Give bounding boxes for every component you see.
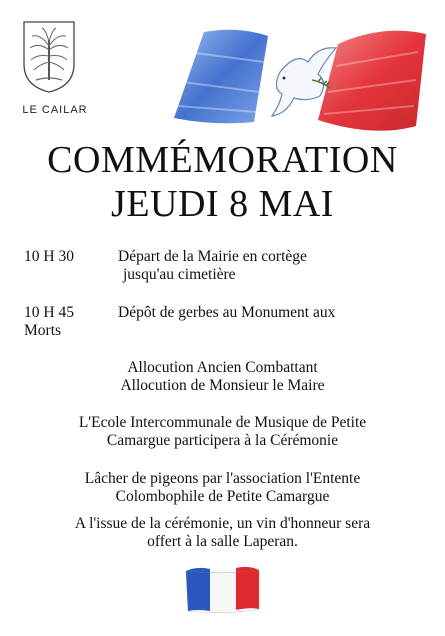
town-name: LE CAILAR — [22, 104, 88, 116]
announcement-reception — [0, 515, 445, 551]
schedule-time: 10 H 30 — [24, 248, 74, 265]
tree-crest-icon — [22, 20, 76, 94]
announcement-line: A l'issue de la cérémonie, un vin d'honneur sera — [74, 515, 371, 532]
schedule-desc-line1: Dépôt de gerbes au Monument aux — [118, 304, 336, 321]
page-title: COMMÉMORATION — [47, 139, 398, 181]
schedule-desc-line2: jusqu'au cimetière — [123, 266, 236, 283]
schedule-item — [24, 304, 424, 340]
announcement-speeches — [0, 359, 445, 395]
announcement-line: Lâcher de pigeons par l'association l'Entente — [84, 470, 361, 487]
event-date: JEUDI 8 MAI — [111, 183, 334, 225]
announcement-line: Camargue participera à la Cérémonie — [106, 432, 339, 449]
announcement-music-school — [0, 414, 445, 450]
schedule-time: 10 H 45 — [24, 304, 74, 321]
announcement-line: Allocution Ancien Combattant — [127, 359, 318, 376]
schedule-desc-line1: Départ de la Mairie en cortège — [118, 248, 307, 265]
french-flag-dove-icon — [168, 22, 430, 140]
announcement-pigeon-release — [0, 470, 445, 506]
schedule-item — [24, 248, 424, 284]
announcement-line: offert à la salle Laperan. — [147, 533, 298, 550]
schedule-desc-line2: Morts — [24, 322, 62, 339]
announcement-line: Allocution de Monsieur le Maire — [120, 377, 325, 394]
french-flag-icon — [183, 563, 262, 615]
announcement-line: L'Ecole Intercommunale de Musique de Petite — [78, 414, 367, 431]
announcement-line: Colombophile de Petite Camargue — [115, 488, 330, 505]
